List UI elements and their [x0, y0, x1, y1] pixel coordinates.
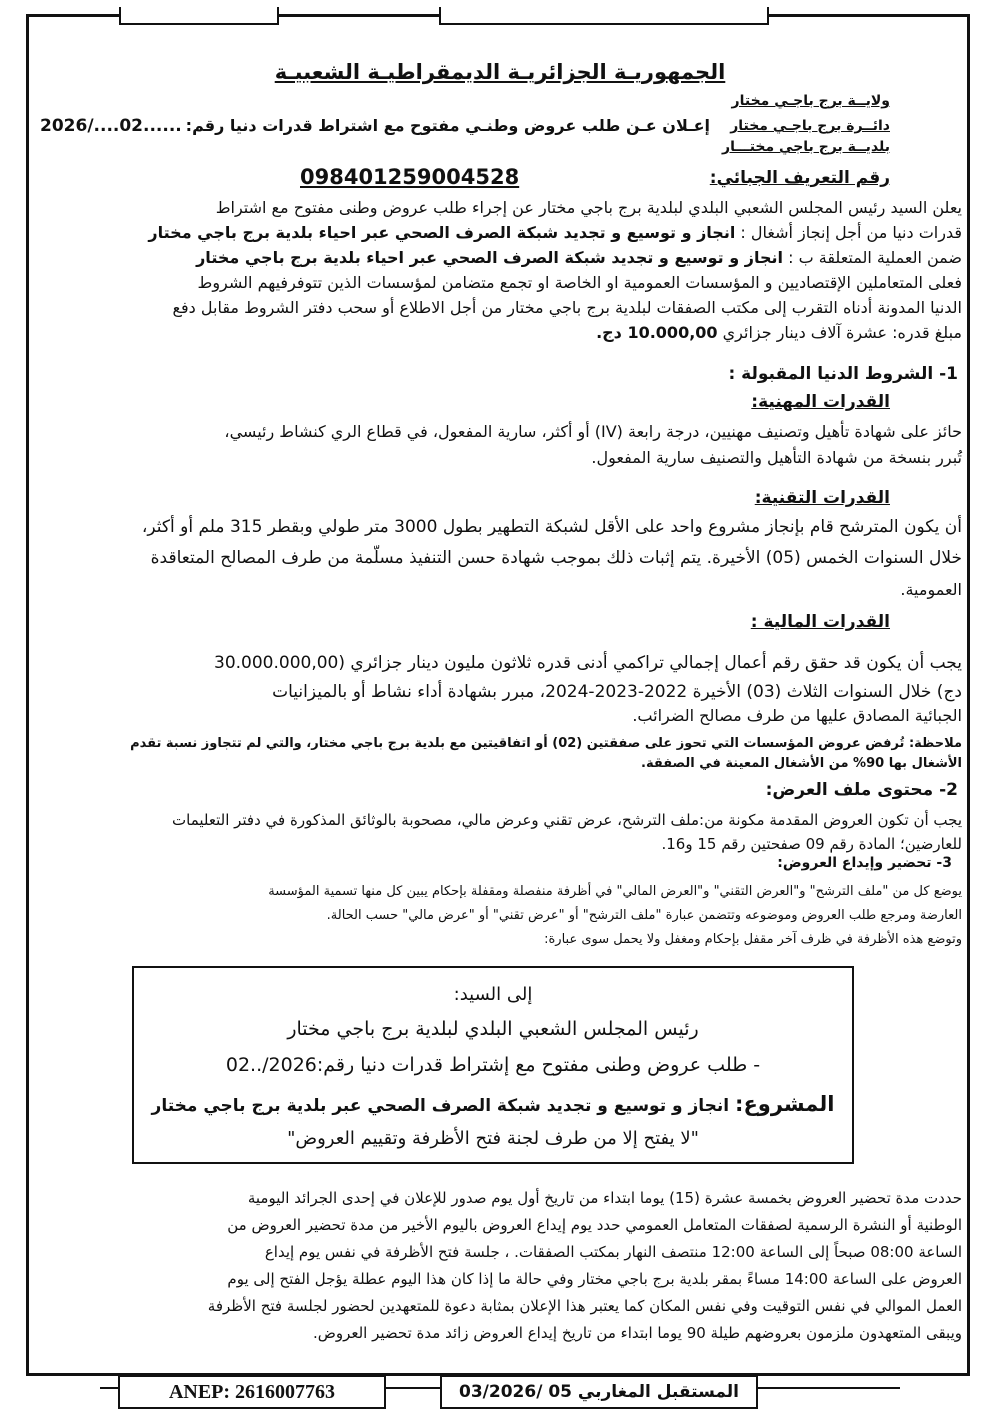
- professional-capacity-title: القدرات المهنية:: [751, 392, 890, 412]
- financial-line-2: دج) خلال السنوات الثلاث (03) الأخيرة 2022-2023-2024، مبرر بشهادة أداء نشاط أو بالميزانيات: [272, 682, 962, 702]
- technical-line-1: أن يكون المترشح قام بإنجاز مشروع واحد على الأقل لشبكة التطهير بطول 3000 متر طولي وبقطر 315 ملم أو أكثر،: [141, 517, 962, 537]
- anep-reference: ANEP: 2616007763: [118, 1375, 386, 1409]
- announcement-number: 2026/....02......: [40, 116, 182, 136]
- intro-line-5: الدنيا المدونة أدناه التقرب إلى مكتب الصفقات لبلدية برج باجي مختار من أجل الاطلاع أو سحب دفتر الشروط مقابل دفع: [172, 298, 962, 317]
- prep-line-2: العارضة ومرجع طلب العروض وموضوعه وتتضمن عبارة "ملف الترشح" أو "عرض تقني" أو "عرض مالي" حسب الحالة.: [326, 908, 962, 923]
- address-project: [134, 1092, 852, 1116]
- commune-label: بلديــة برج باجي مختـــار: [722, 139, 890, 155]
- prep-line-1: يوضع كل من "ملف الترشح" و"العرض التقني" و"العرض المالي" في أظرفة منفصلة ومقفلة بإحكام يبين كل منها تسمية المؤسسة: [268, 884, 962, 899]
- closing-line-4: العروض على الساعة 14:00 مساءً بمقر بلدية برج باجي مختار وفي حالة ما إذا كان هذا اليوم عطلة يؤجل الفتح إلى يوم: [227, 1270, 962, 1288]
- technical-line-2: خلال السنوات الخمس (05) الأخيرة. يتم إثبات ذلك بموجب شهادة حسن التنفيذ مسلّمة من طرف المصالح المتعاقدة: [150, 548, 962, 568]
- top-tab-right: [439, 7, 769, 25]
- announcement-title: إعـلان عـن طلب عروض وطنـي مفتوح مع اشتراط قدرات دنيا رقم:: [185, 116, 710, 135]
- technical-capacity-title: القدرات التقنية:: [754, 488, 890, 508]
- address-request: - طلب عروض وطنى مفتوح مع إشتراط قدرات دنيا رقم:2026/..02: [225, 1054, 761, 1076]
- daira-label: دائــرة برج باجـي مختار: [730, 118, 890, 134]
- technical-line-3: العمومية.: [900, 580, 962, 599]
- intro-line-3: [38, 246, 962, 270]
- section-3-title: 3- تحضير وإيداع العروض:: [777, 855, 952, 871]
- amount-prefix: مبلغ قدره: عشرة آلاف دينار جزائري: [722, 323, 962, 342]
- financial-capacity-title: القدرات المالية :: [750, 612, 890, 632]
- intro-line-1: يعلن السيد رئيس المجلس الشعبي البلدي لبلدية برج باجي مختار عن إجراء طلب عروض وطنى مفتوح مع اشتراط: [215, 198, 962, 217]
- intro-line-4: فعلى المتعاملين الإقتصاديين و المؤسسات العمومية او الخاصة او تجمع متضامن لمؤسسات الذين تتوفرفيهم الشروط: [197, 273, 962, 292]
- prep-line-3: وتوضع هذه الأظرفة في ظرف آخر مقفل بإحكام ومغفل ولا يحمل سوى عبارة:: [544, 932, 962, 947]
- closing-line-1: حددت مدة تحضير العروض بخمسة عشرة (15) يوما ابتداء من تاريخ أول يوم صدور للإعلان في إحدى الجرائد اليومية: [247, 1189, 962, 1207]
- intro-line-6: [38, 321, 962, 345]
- note-line-2: الأشغال بها 90% من الأشغال المعينة في الصفقة.: [641, 756, 962, 771]
- wilaya-label: ولايــة برج باجـي مختار: [731, 93, 890, 109]
- section-2-title: 2- محتوى ملف العرض:: [765, 780, 958, 800]
- address-warning: "لا يفتح إلا من طرف لجنة فتح الأظرفة وتقييم العروض": [287, 1128, 699, 1149]
- address-project-label: المشروع:: [735, 1092, 835, 1116]
- financial-line-3: الجبائية المصادق عليها من طرف مصالح الضرائب.: [632, 706, 962, 725]
- fiscal-id: 098401259004528: [300, 165, 520, 189]
- section-1-title: 1- الشروط الدنيا المقبولة :: [728, 364, 958, 384]
- country-title: الجمهوريـة الجزائريـة الديمقراطيـة الشعبيـة: [274, 60, 726, 84]
- address-to: إلى السيد:: [453, 984, 533, 1005]
- professional-line-2: تُبرر بنسخة من شهادة التأهيل والتصنيف سارية المفعول.: [591, 448, 962, 467]
- publication-date: المستقبل المغاربي 05 /03/2026: [440, 1375, 758, 1409]
- fiscal-id-label: رقم التعريف الجبائي:: [709, 168, 890, 188]
- intro-line-2: [38, 221, 962, 245]
- intro-line-3-prefix: ضمن العملية المتعلقة ب :: [788, 248, 962, 267]
- closing-line-5: العمل الموالي في نفس التوقيت وفي نفس المكان كما يعتبر هذا الإعلان بمثابة دعوة للمتعهدين لحضور لجلسة فتح الأظرفة: [207, 1297, 962, 1315]
- closing-line-3: الساعة 08:00 صبحاً إلى الساعة 12:00 منتصف النهار بمكتب الصفقات. ، جلسة فتح الأظرفة في نفس يوم إيداع: [264, 1243, 962, 1261]
- address-recipient: رئيس المجلس الشعبي البلدي لبلدية برج باجي مختار: [287, 1018, 699, 1040]
- closing-line-2: الوطنية أو النشرة الرسمية لصفقات المتعامل العمومي حدد يوم إيداع العروض باليوم الأخير من مدة تحضير العروض من: [227, 1216, 962, 1234]
- financial-line-1: يجب أن يكون قد حقق رقم أعمال إجمالي تراكمي أدنى قدره ثلاثون مليون دينار جزائري (30.000.000,00: [214, 653, 962, 673]
- offer-content-line-1: يجب أن تكون العروض المقدمة مكونة من:ملف الترشح، عرض تقني وعرض مالي، مصحوبة بالوثائق المذكورة في دفتر التعليمات: [172, 811, 962, 829]
- closing-line-6: ويبقى المتعهدون ملزمون بعروضهم طيلة 90 يوما ابتداء من تاريخ إيداع العروض زائد مدة تحضير العروض.: [312, 1324, 962, 1342]
- address-project-name: انجاز و توسيع و تجديد شبكة الصرف الصحي عبر بلدية برج باجي مختار: [151, 1096, 730, 1116]
- envelope-address-box: [132, 966, 854, 1164]
- project-name-2: انجاز و توسيع و تجديد شبكة الصرف الصحي عبر احياء بلدية برج باجي مختار: [196, 248, 784, 267]
- note-line-1: ملاحظة: تُرفض عروض المؤسسات التي تحوز على صفقتين (02) أو اتفاقيتين مع بلدية برج باجي مختار، والتي لم تتجاوز نسبة تقدم: [130, 736, 962, 751]
- intro-line-2-prefix: قدرات دنيا من أجل إنجاز أشغال :: [740, 223, 962, 242]
- project-name: انجاز و توسيع و تجديد شبكة الصرف الصحي عبر احياء بلدية برج باجي مختار: [148, 223, 736, 242]
- amount: 10.000,00 دج.: [596, 323, 718, 342]
- offer-content-line-2: للعارضين؛ المادة رقم 09 صفحتين رقم 15 و16.: [661, 835, 962, 853]
- professional-line-1: حائز على شهادة تأهيل وتصنيف مهنيين، درجة رابعة (IV) أو أكثر، سارية المفعول، في قطاع الري كنشاط رئيسي،: [224, 422, 962, 441]
- top-tab-left: [119, 7, 279, 25]
